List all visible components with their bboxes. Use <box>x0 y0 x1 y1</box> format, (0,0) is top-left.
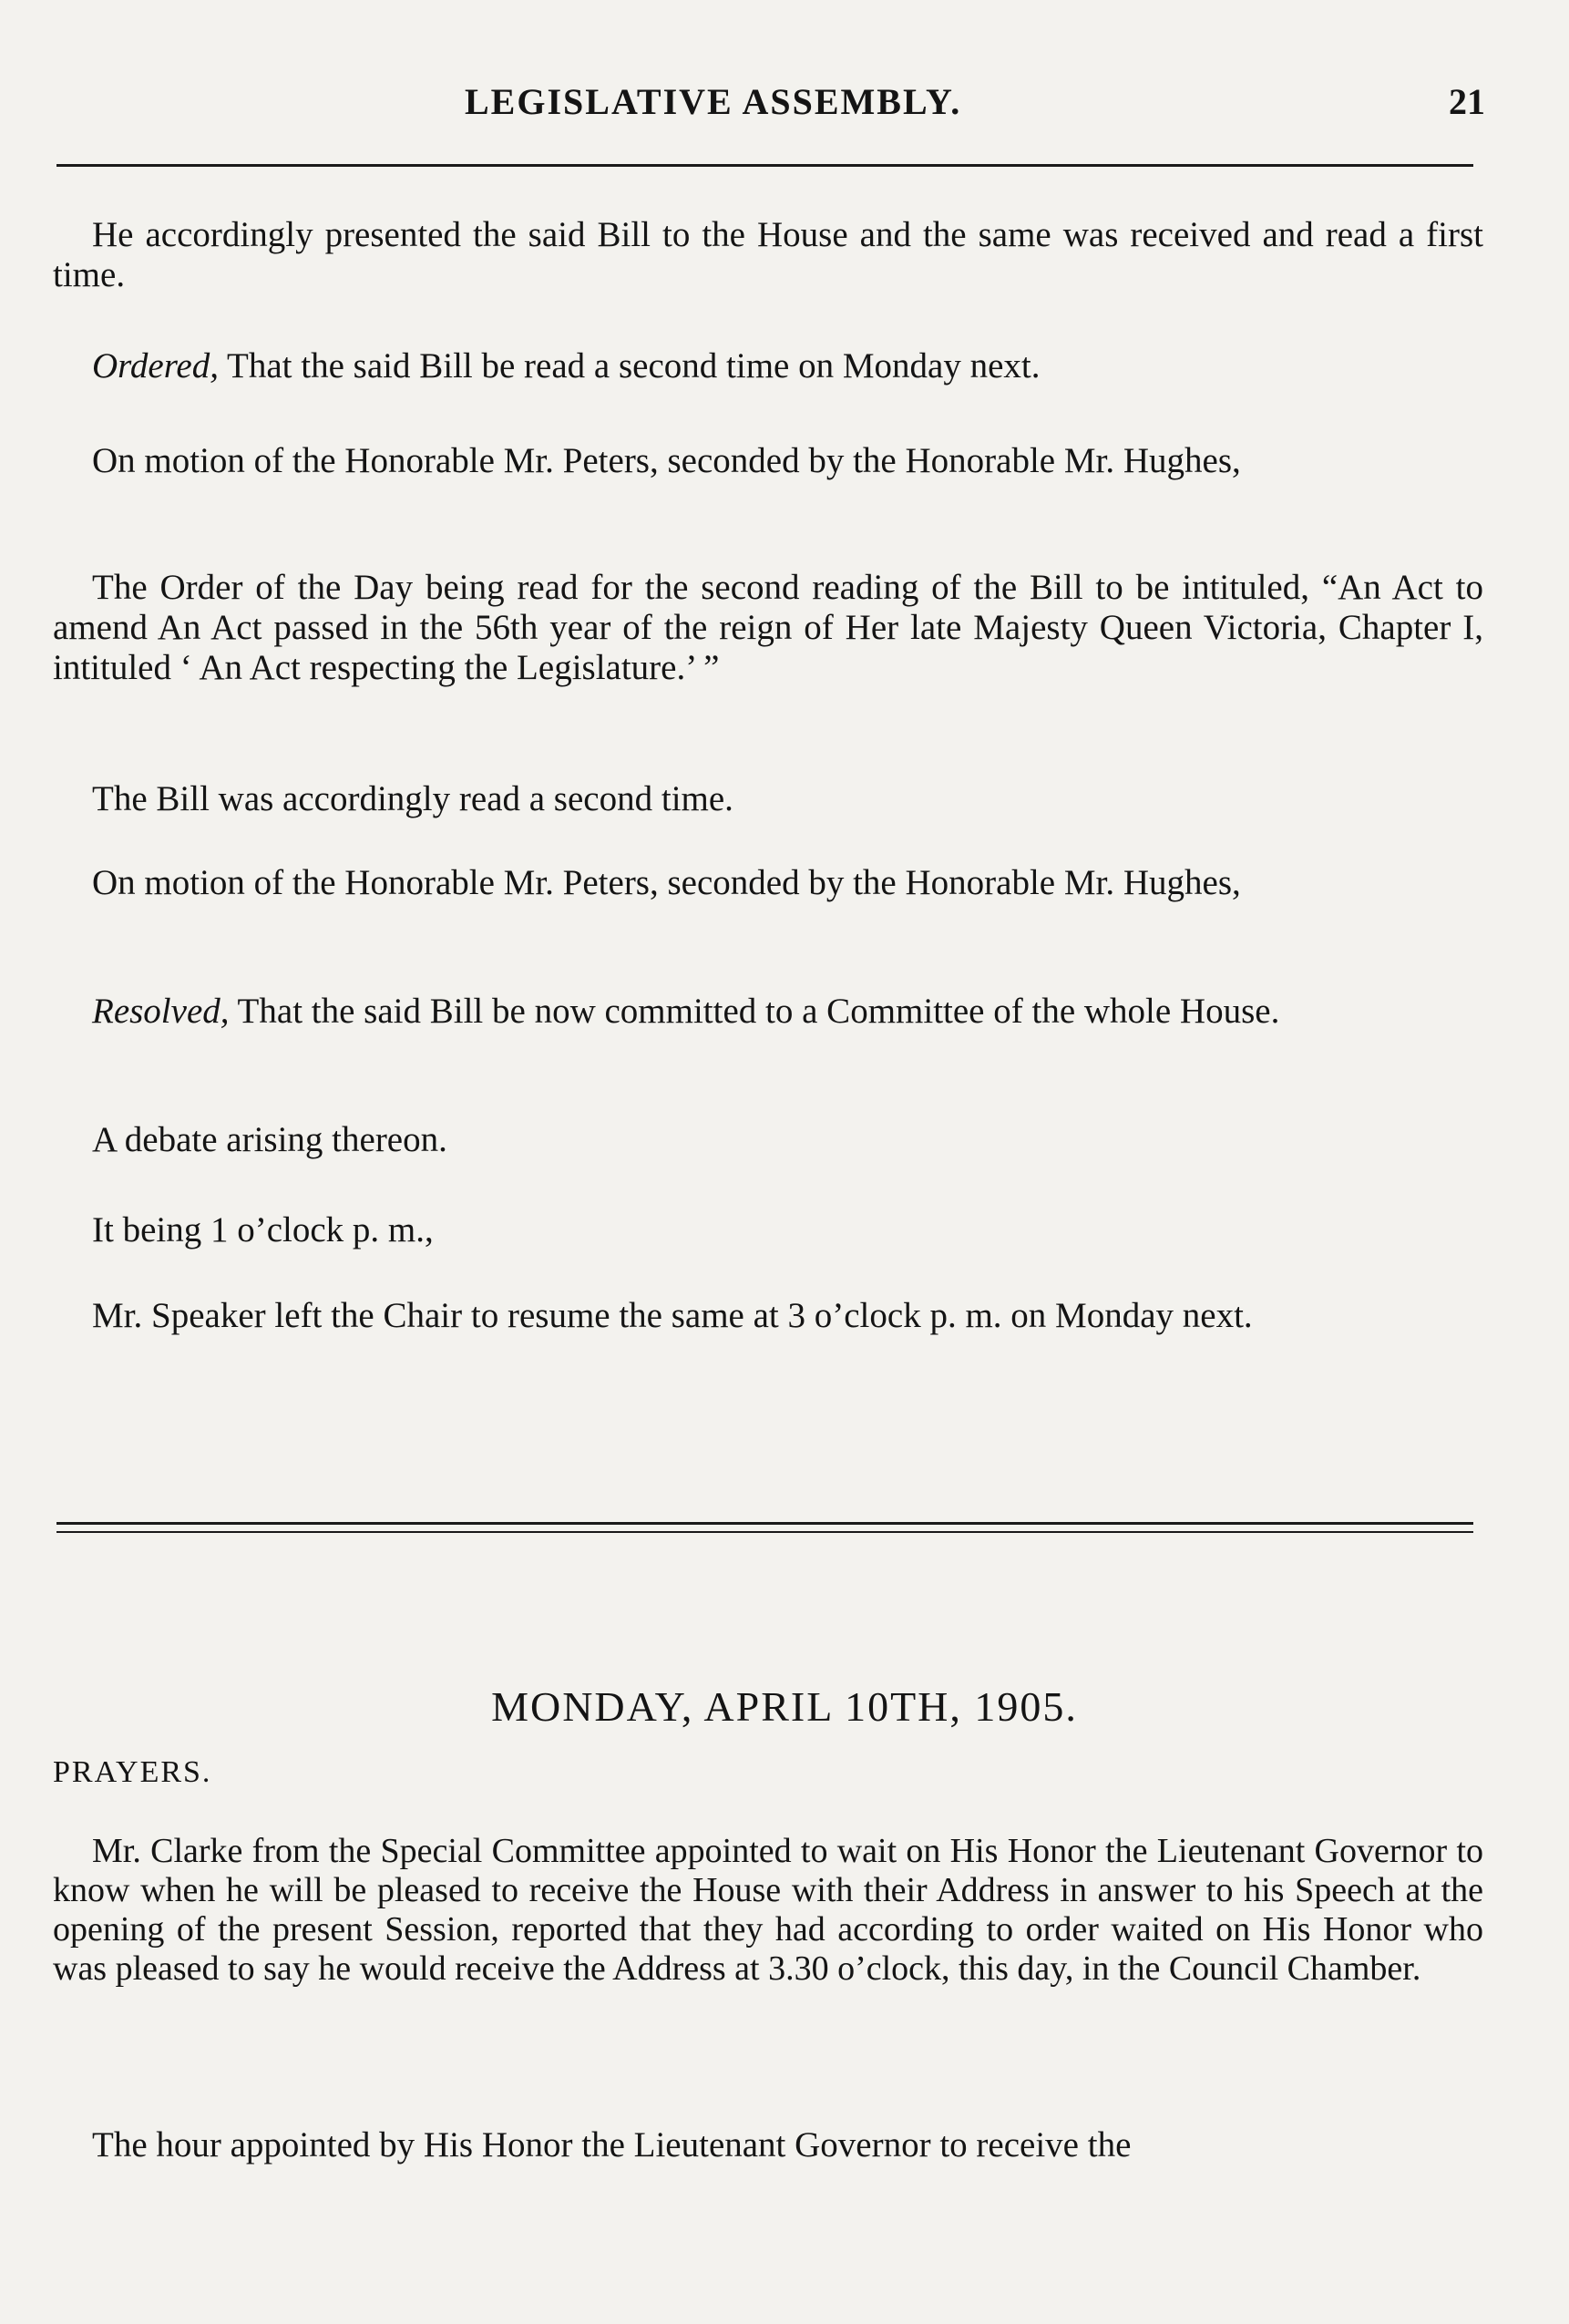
running-header-title: LEGISLATIVE ASSEMBLY. <box>465 81 962 122</box>
ordered-lead: Ordered, <box>92 346 219 386</box>
paragraph-motion-1: On motion of the Honorable Mr. Peters, seconded by the Honorable Mr. Hughes, <box>92 441 1241 480</box>
paragraph-hour-appointed: The hour appointed by His Honor the Lieutenant Governor to receive the <box>92 2125 1132 2165</box>
section-rule-top <box>56 1522 1473 1525</box>
paragraph-clarke-report: Mr. Clarke from the Special Committee appointed to wait on His Honor the Lieutenant Governor to know when he will be pleased to receive the House with their Address in answer to his Speech at the opening of the present Session, reported that they had according to order waited on His Honor who was pleased to say he would receive the Address at 3.30 o’clock, this day, in the Council Chamber. <box>53 1832 1483 1988</box>
paragraph-speaker-left: Mr. Speaker left the Chair to resume the same at 3 o’clock p. m. on Monday next. <box>92 1296 1253 1335</box>
paragraph-motion-2: On motion of the Honorable Mr. Peters, seconded by the Honorable Mr. Hughes, <box>92 863 1241 902</box>
paragraph-ordered: Ordered, That the said Bill be read a second time on Monday next. <box>92 346 1041 386</box>
section-rule-bottom <box>56 1531 1473 1533</box>
page-number: 21 <box>1449 81 1485 122</box>
paragraph-debate: A debate arising thereon. <box>92 1120 447 1159</box>
prayers-label: PRAYERS. <box>53 1755 212 1789</box>
paragraph-second-reading: The Bill was accordingly read a second time. <box>92 779 733 818</box>
paragraph-bill-received: He accordingly presented the said Bill to the House and the same was received and read a first time. <box>53 215 1483 294</box>
paragraph-one-oclock: It being 1 o’clock p. m., <box>92 1210 434 1249</box>
resolved-lead: Resolved, <box>92 992 230 1031</box>
paragraph-resolved: Resolved, That the said Bill be now committed to a Committee of the whole House. <box>92 992 1280 1031</box>
section-date-heading: MONDAY, APRIL 10TH, 1905. <box>491 1683 1078 1730</box>
paragraph-order-of-day: The Order of the Day being read for the second reading of the Bill to be intituled, “An Act to amend An Act passed in the 56th year of the reign of Her late Majesty Queen Victoria, Chapter I, intituled ‘ An Act respecting the Legislature.’ ” <box>53 568 1483 687</box>
header-rule <box>56 164 1473 167</box>
